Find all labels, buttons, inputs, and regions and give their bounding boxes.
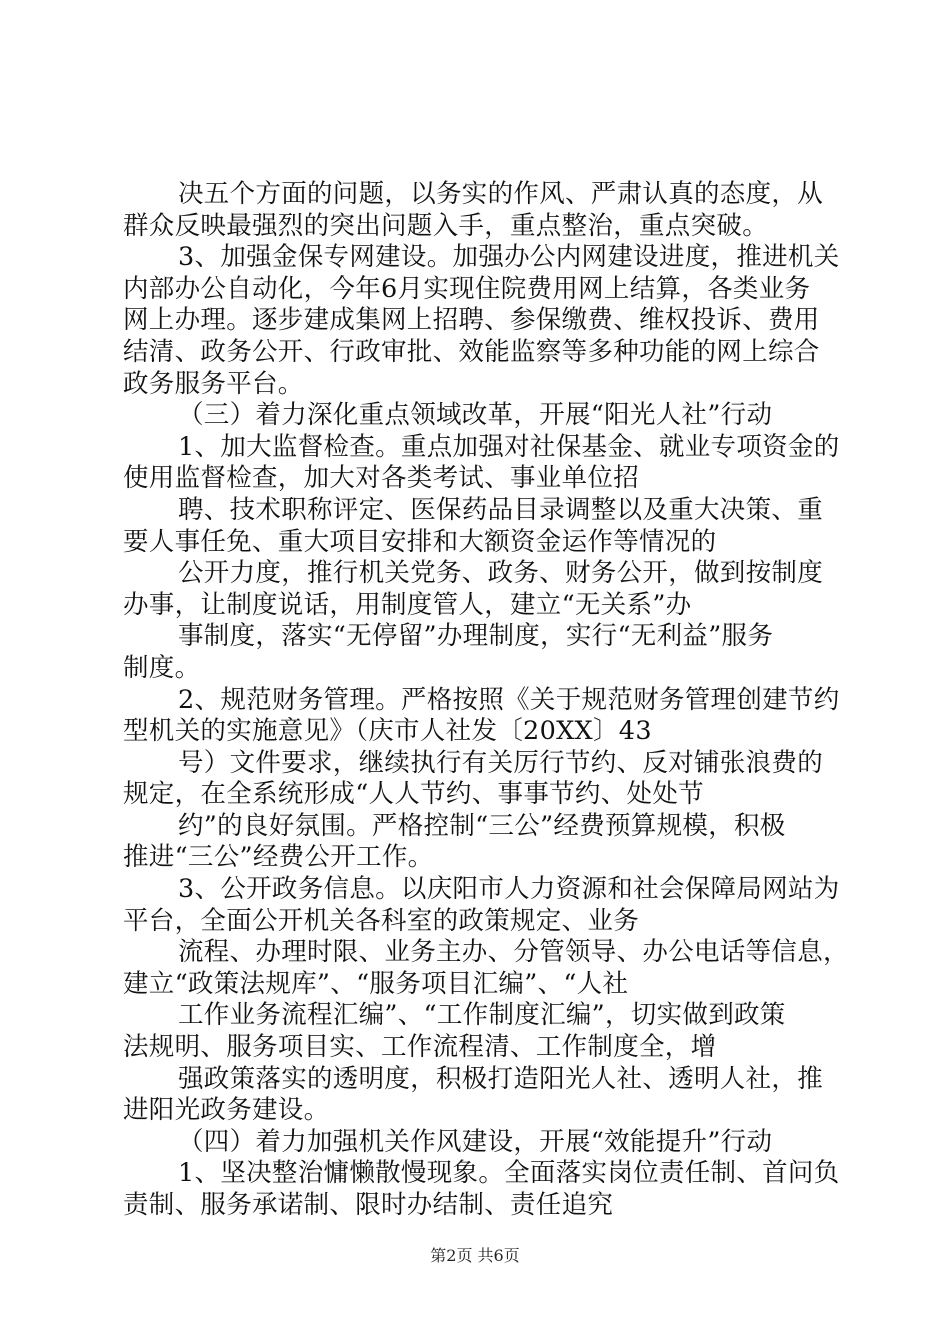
text-line: 法规明、服务项目实、工作流程清、工作制度全，增 (123, 1032, 717, 1062)
text-line: 制度。 (123, 653, 201, 683)
page-number-footer: 第2页 共6页 (430, 1246, 520, 1265)
text-line: 平台，全面公开机关各科室的政策规定、业务 (123, 906, 640, 936)
text-line: 约”的良好氛围。严格控制“三公”经费预算规模，积极 (178, 811, 786, 841)
text-line: 办事，让制度说话，用制度管人，建立“无关系”办 (123, 590, 692, 620)
text-line: 决五个方面的问题，以务实的作风、严肃认真的态度，从 (178, 179, 824, 209)
text-line: 3、加强金保专网建设。加强办公内网建设进度，推进机关 (178, 242, 840, 272)
section-heading: （四）着力加强机关作风建设，开展“效能提升”行动 (178, 1127, 773, 1157)
text-line: 规定，在全系统形成“人人节约、事事节约、处处节 (123, 779, 704, 809)
text-line: 事制度，落实“无停留”办理制度，实行“无利益”服务 (178, 621, 774, 651)
text-line: 2、规范财务管理。严格按照《关于规范财务管理创建节约 (178, 685, 840, 715)
text-line: 内部办公自动化，今年6月实现住院费用网上结算，各类业务 (123, 274, 811, 304)
text-line: 使用监督检查，加大对各类考试、事业单位招 (123, 463, 640, 493)
text-line: 1、坚决整治慵懒散慢现象。全面落实岗位责任制、首问负 (178, 1158, 840, 1188)
section-heading: （三）着力深化重点领域改革，开展“阳光人社”行动 (178, 400, 773, 430)
text-line: 流程、办理时限、业务主办、分管领导、办公电话等信息， (178, 937, 849, 967)
text-line: 推进“三公”经费公开工作。 (123, 842, 434, 872)
text-line: 责制、服务承诺制、限时办结制、责任追究 (123, 1190, 614, 1220)
text-line: 号）文件要求，继续执行有关厉行节约、反对铺张浪费的 (178, 748, 824, 778)
text-line: 网上办理。逐步建成集网上招聘、参保缴费、维权投诉、费用 (123, 305, 820, 335)
text-line: 结清、政务公开、行政审批、效能监察等多种功能的网上综合 (123, 337, 820, 367)
text-line: 建立“政策法规库”、“服务项目汇编”、“人社 (123, 969, 629, 999)
text-line: 3、公开政务信息。以庆阳市人力资源和社会保障局网站为 (178, 874, 840, 904)
text-line: 要人事任免、重大项目安排和大额资金运作等情况的 (123, 527, 717, 557)
text-line: 型机关的实施意见》（庆市人社发〔20XX〕43 (123, 716, 652, 746)
text-line: 群众反映最强烈的突出问题入手，重点整治，重点突破。 (123, 211, 769, 241)
text-line: 1、加大监督检查。重点加强对社保基金、就业专项资金的 (178, 432, 840, 462)
text-line: 公开力度，推行机关党务、政务、财务公开，做到按制度 (178, 558, 824, 588)
text-line: 强政策落实的透明度，积极打造阳光人社、透明人社，推 (178, 1064, 824, 1094)
text-line: 聘、技术职称评定、医保药品目录调整以及重大决策、重 (178, 495, 824, 525)
text-line: 进阳光政务建设。 (123, 1095, 330, 1125)
text-line: 政务服务平台。 (123, 369, 304, 399)
text-line: 工作业务流程汇编”、“工作制度汇编”，切实做到政策 (178, 1000, 786, 1030)
